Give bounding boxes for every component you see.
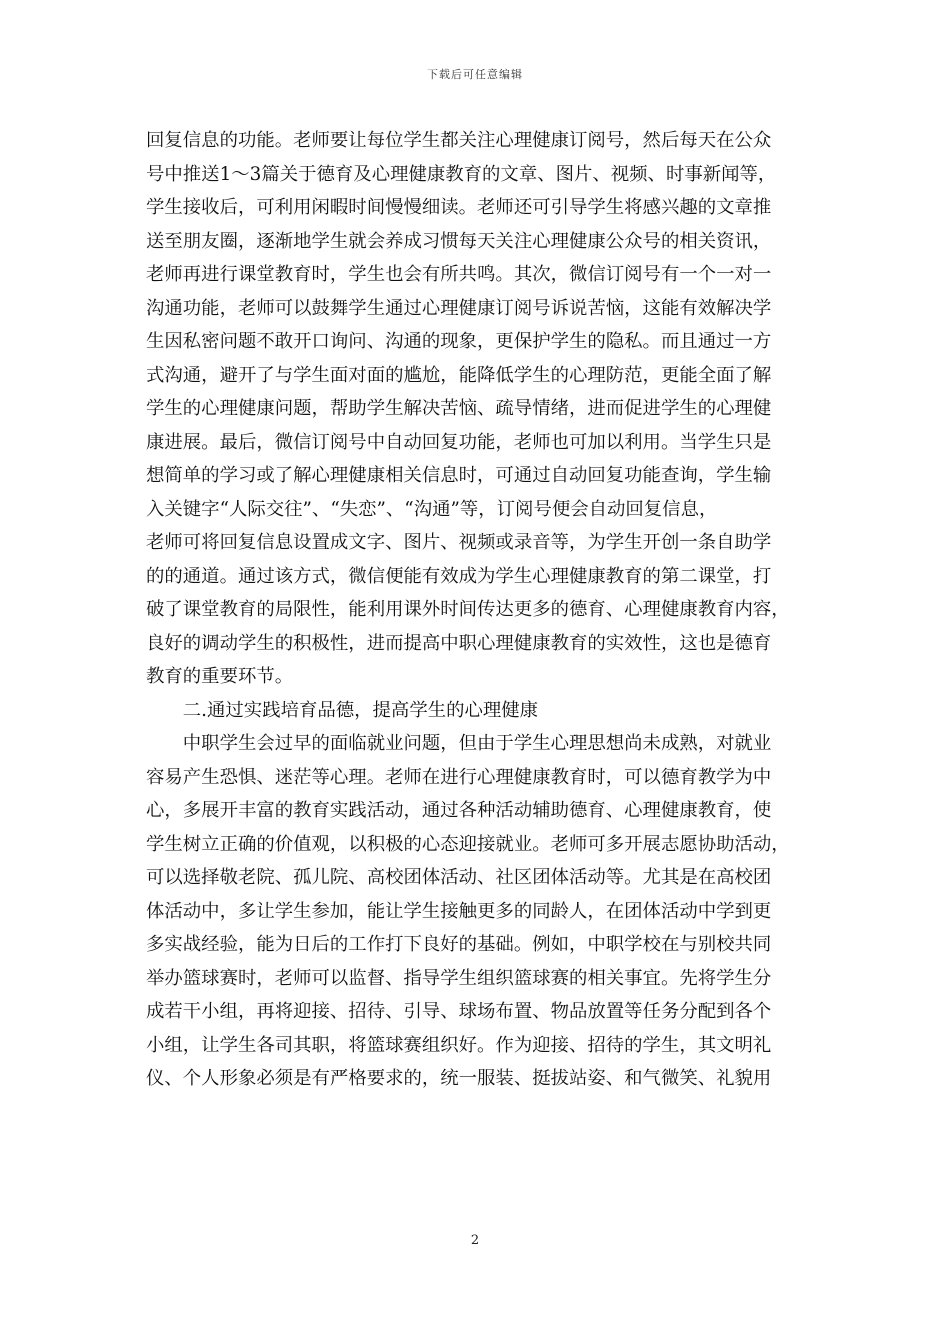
text-line: 小组，让学生各司其职，将篮球赛组织好。作为迎接、招待的学生，其文明礼 [146,1034,772,1056]
text-line: 沟通功能，老师可以鼓舞学生通过心理健康订阅号诉说苦恼，这能有效解决学 [146,297,772,319]
text-line: 良好的调动学生的积极性，进而提高中职心理健康教育的实效性，这也是德育 [146,632,772,654]
text-line: 多实战经验，能为日后的工作打下良好的基础。例如，中职学校在与别校共同 [146,934,772,955]
text-line: 学生接收后，可利用闲暇时间慢慢细读。老师还可引导学生将感兴趣的文章推 [146,197,772,218]
text-line: 可以选择敬老院、孤儿院、高校团体活动、社区团体活动等。尤其是在高校团 [146,867,772,888]
document-body [146,124,822,1096]
text-line: 入关键字“人际交往”、“失恋”、“沟通”等，订阅号便会自动回复信息， [146,498,718,520]
text-line: 举办篮球赛时，老师可以监督、指导学生组织篮球赛的相关事宜。先将学生分 [146,967,772,989]
text-line: 号中推送1～3篇关于德育及心理健康教育的文章、图片、视频、时事新闻等， [146,163,777,185]
text-line: 学生树立正确的价值观，以积极的心态迎接就业。老师可多开展志愿协助活动， [146,833,790,855]
text-line: 生因私密问题不敢开口询问、沟通的现象，更保护学生的隐私。而且通过一方 [146,331,772,352]
text-line: 的的通道。通过该方式，微信便能有效成为学生心理健康教育的第二课堂，打 [146,565,772,587]
page-header: 下载后可任意编辑 [427,68,523,81]
text-line: 心，多展开丰富的教育实践活动，通过各种活动辅助德育、心理健康教育，使 [146,800,772,821]
text-line: 想简单的学习或了解心理健康相关信息时，可通过自动回复功能查询，学生输 [146,465,772,486]
text-line: 容易产生恐惧、迷茫等心理。老师在进行心理健康教育时，可以德育教学为中 [146,766,772,788]
text-line: 中职学生会过早的面临就业问题，但由于学生心理思想尚未成熟，对就业 [146,733,772,754]
text-line: 老师可将回复信息设置成文字、图片、视频或录音等，为学生开创一条自助学 [146,532,772,553]
text-line: 康进展。最后，微信订阅号中自动回复功能，老师也可加以利用。当学生只是 [146,431,772,453]
text-line: 仪、个人形象必须是有严格要求的，统一服装、挺拔站姿、和气微笑、礼貌用 [146,1068,772,1089]
text-line: 教育的重要环节。 [146,666,294,687]
text-line: 式沟通，避开了与学生面对面的尴尬，能降低学生的心理防范，更能全面了解 [146,364,772,386]
text-line: 回复信息的功能。老师要让每位学生都关注心理健康订阅号，然后每天在公众 [146,130,772,151]
text-line: 成若干小组，再将迎接、招待、引导、球场布置、物品放置等任务分配到各个 [146,1001,772,1022]
section-heading: 二.通过实践培育品德，提高学生的心理健康 [146,699,539,721]
page-number: 2 [470,1233,480,1248]
text-line: 送至朋友圈，逐渐地学生就会养成习惯每天关注心理健康公众号的相关资讯， [146,230,772,252]
text-line: 破了课堂教育的局限性，能利用课外时间传达更多的德育、心理健康教育内容， [146,599,790,620]
text-line: 体活动中，多让学生参加，能让学生接触更多的同龄人，在团体活动中学到更 [146,900,772,922]
text-line: 学生的心理健康问题，帮助学生解决苦恼、疏导情绪，进而促进学生的心理健 [146,398,772,419]
text-line: 老师再进行课堂教育时，学生也会有所共鸣。其次，微信订阅号有一个一对一 [146,264,772,285]
